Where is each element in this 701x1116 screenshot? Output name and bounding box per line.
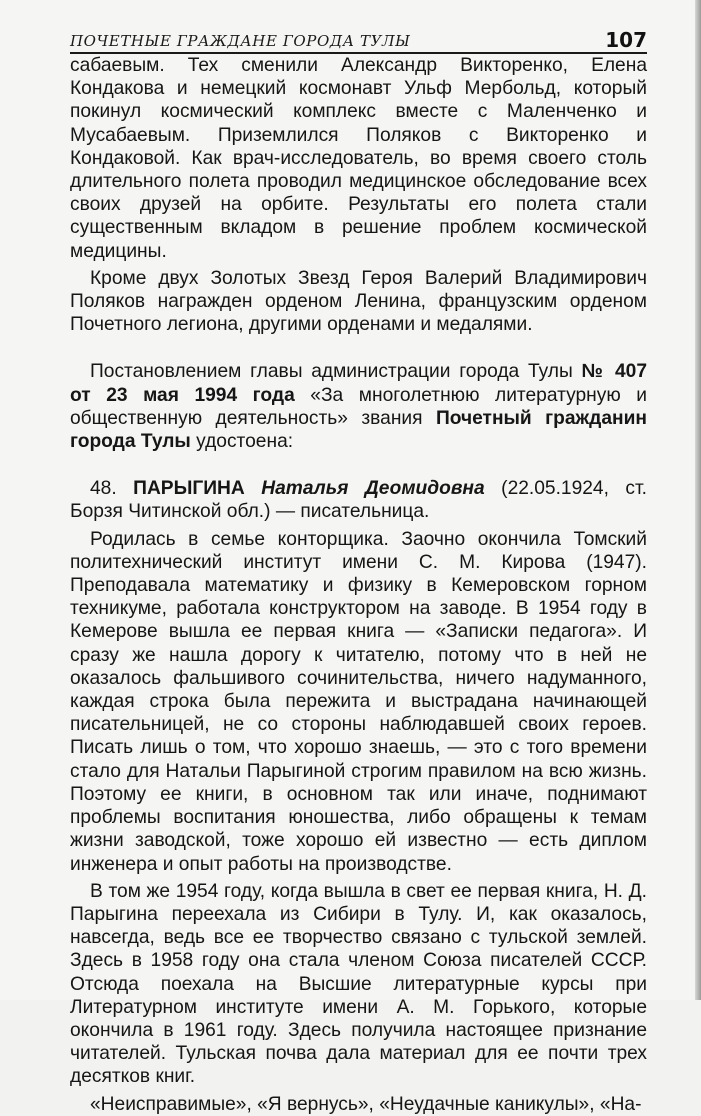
page-body: [70, 54, 647, 1116]
page-edge: [695, 0, 701, 1000]
paragraph-decree: [70, 360, 647, 453]
entry-surname: ПАРЫГИНА: [133, 478, 245, 500]
page-number: 107: [605, 28, 647, 52]
paragraph-awards: Кроме двух Золотых Звезд Героя Валерий Владимирович Поляков награжден орденом Ленина, французским орденом Почетного легиона, другими орденами и медалями.: [70, 267, 647, 336]
entry-heading: [70, 477, 647, 523]
entry-details: (22.05.1924, ст. Борзя Читинской обл.) — писательница.: [70, 478, 647, 523]
paragraph-tula: В том же 1954 году, когда вышла в свет ее первая книга, Н. Д. Парыгина переехала из Сибири в Тулу. И, как оказалось, навсегда, ведь все ее творчество связано с тульской землей. Здесь в 1958 году она стала членом Союза писателей СССР. Отсюда поехала на Высшие литературные курсы при Литературном институте имени А. М. Горького, которые окончила в 1961 году. Здесь получила настоящее признание читателей. Тульская почва дала материал для ее почти трех десятков книг.: [70, 880, 647, 1088]
running-header: [70, 30, 647, 54]
paragraph-books: «Неисправимые», «Я вернусь», «Неудачные каникулы», «На-: [90, 1093, 642, 1115]
paragraph-biography: Родилась в семье конторщика. Заочно окончила Томский политехнический институт имени С. М. Кирова (1947). Преподавала математику и физику в Кемеровском горном техникуме, работала конструктором на заводе. В 1954 году в Кемерове вышла ее первая книга — «Записки педагога». И сразу же нашла дорогу к читателю, потому что в ней не оказалось фальшивого сочинительства, ничего надуманного, каждая строка была пережита и выстрадана начинающей писательницей, не со стороны наблюдавшей своих героев. Писать лишь о том, что хорошо знаешь, — это с того времени стало для Натальи Парыгиной строгим правилом на всю жизнь. Поэтому ее книги, в основном так или иначе, поднимают проблемы воспитания юношества, либо обращены к темам жизни заводской, тоже хорошо ей известно — есть диплом инженера и опыт работы на производстве.: [70, 528, 647, 875]
decree-quote: «За многолетнюю литературную и общественную деятельность» звания: [70, 384, 647, 429]
entry-number: 48.: [90, 478, 134, 500]
decree-number-date: № 407 от 23 мая 1994 года: [70, 361, 647, 406]
running-title: ПОЧЕТНЫЕ ГРАЖДАНЕ ГОРОДА ТУЛЫ: [70, 32, 411, 50]
decree-outro: удостоена:: [190, 431, 294, 453]
entry-given-names: Наталья Деомидовна: [261, 478, 485, 500]
decree-honorary-title: Почетный гражданин города Тулы: [70, 407, 647, 453]
decree-intro: Постановлением главы администрации города Тулы: [90, 361, 582, 383]
paragraph-continuation: сабаевым. Тех сменили Александр Викторенко, Елена Кондакова и немецкий космонавт Ульф Мербольд, который покинул космический комплекс вместе с Маленченко и Мусабаевым. Приземлился Поляков с Викторенко и Кондаковой. Как врач-исследователь, во время своего столь длительного полета проводил медицинское обследование всех своих друзей на орбите. Результаты его полета стали существенным вкладом в решение проблем космической медицины.: [70, 55, 647, 262]
